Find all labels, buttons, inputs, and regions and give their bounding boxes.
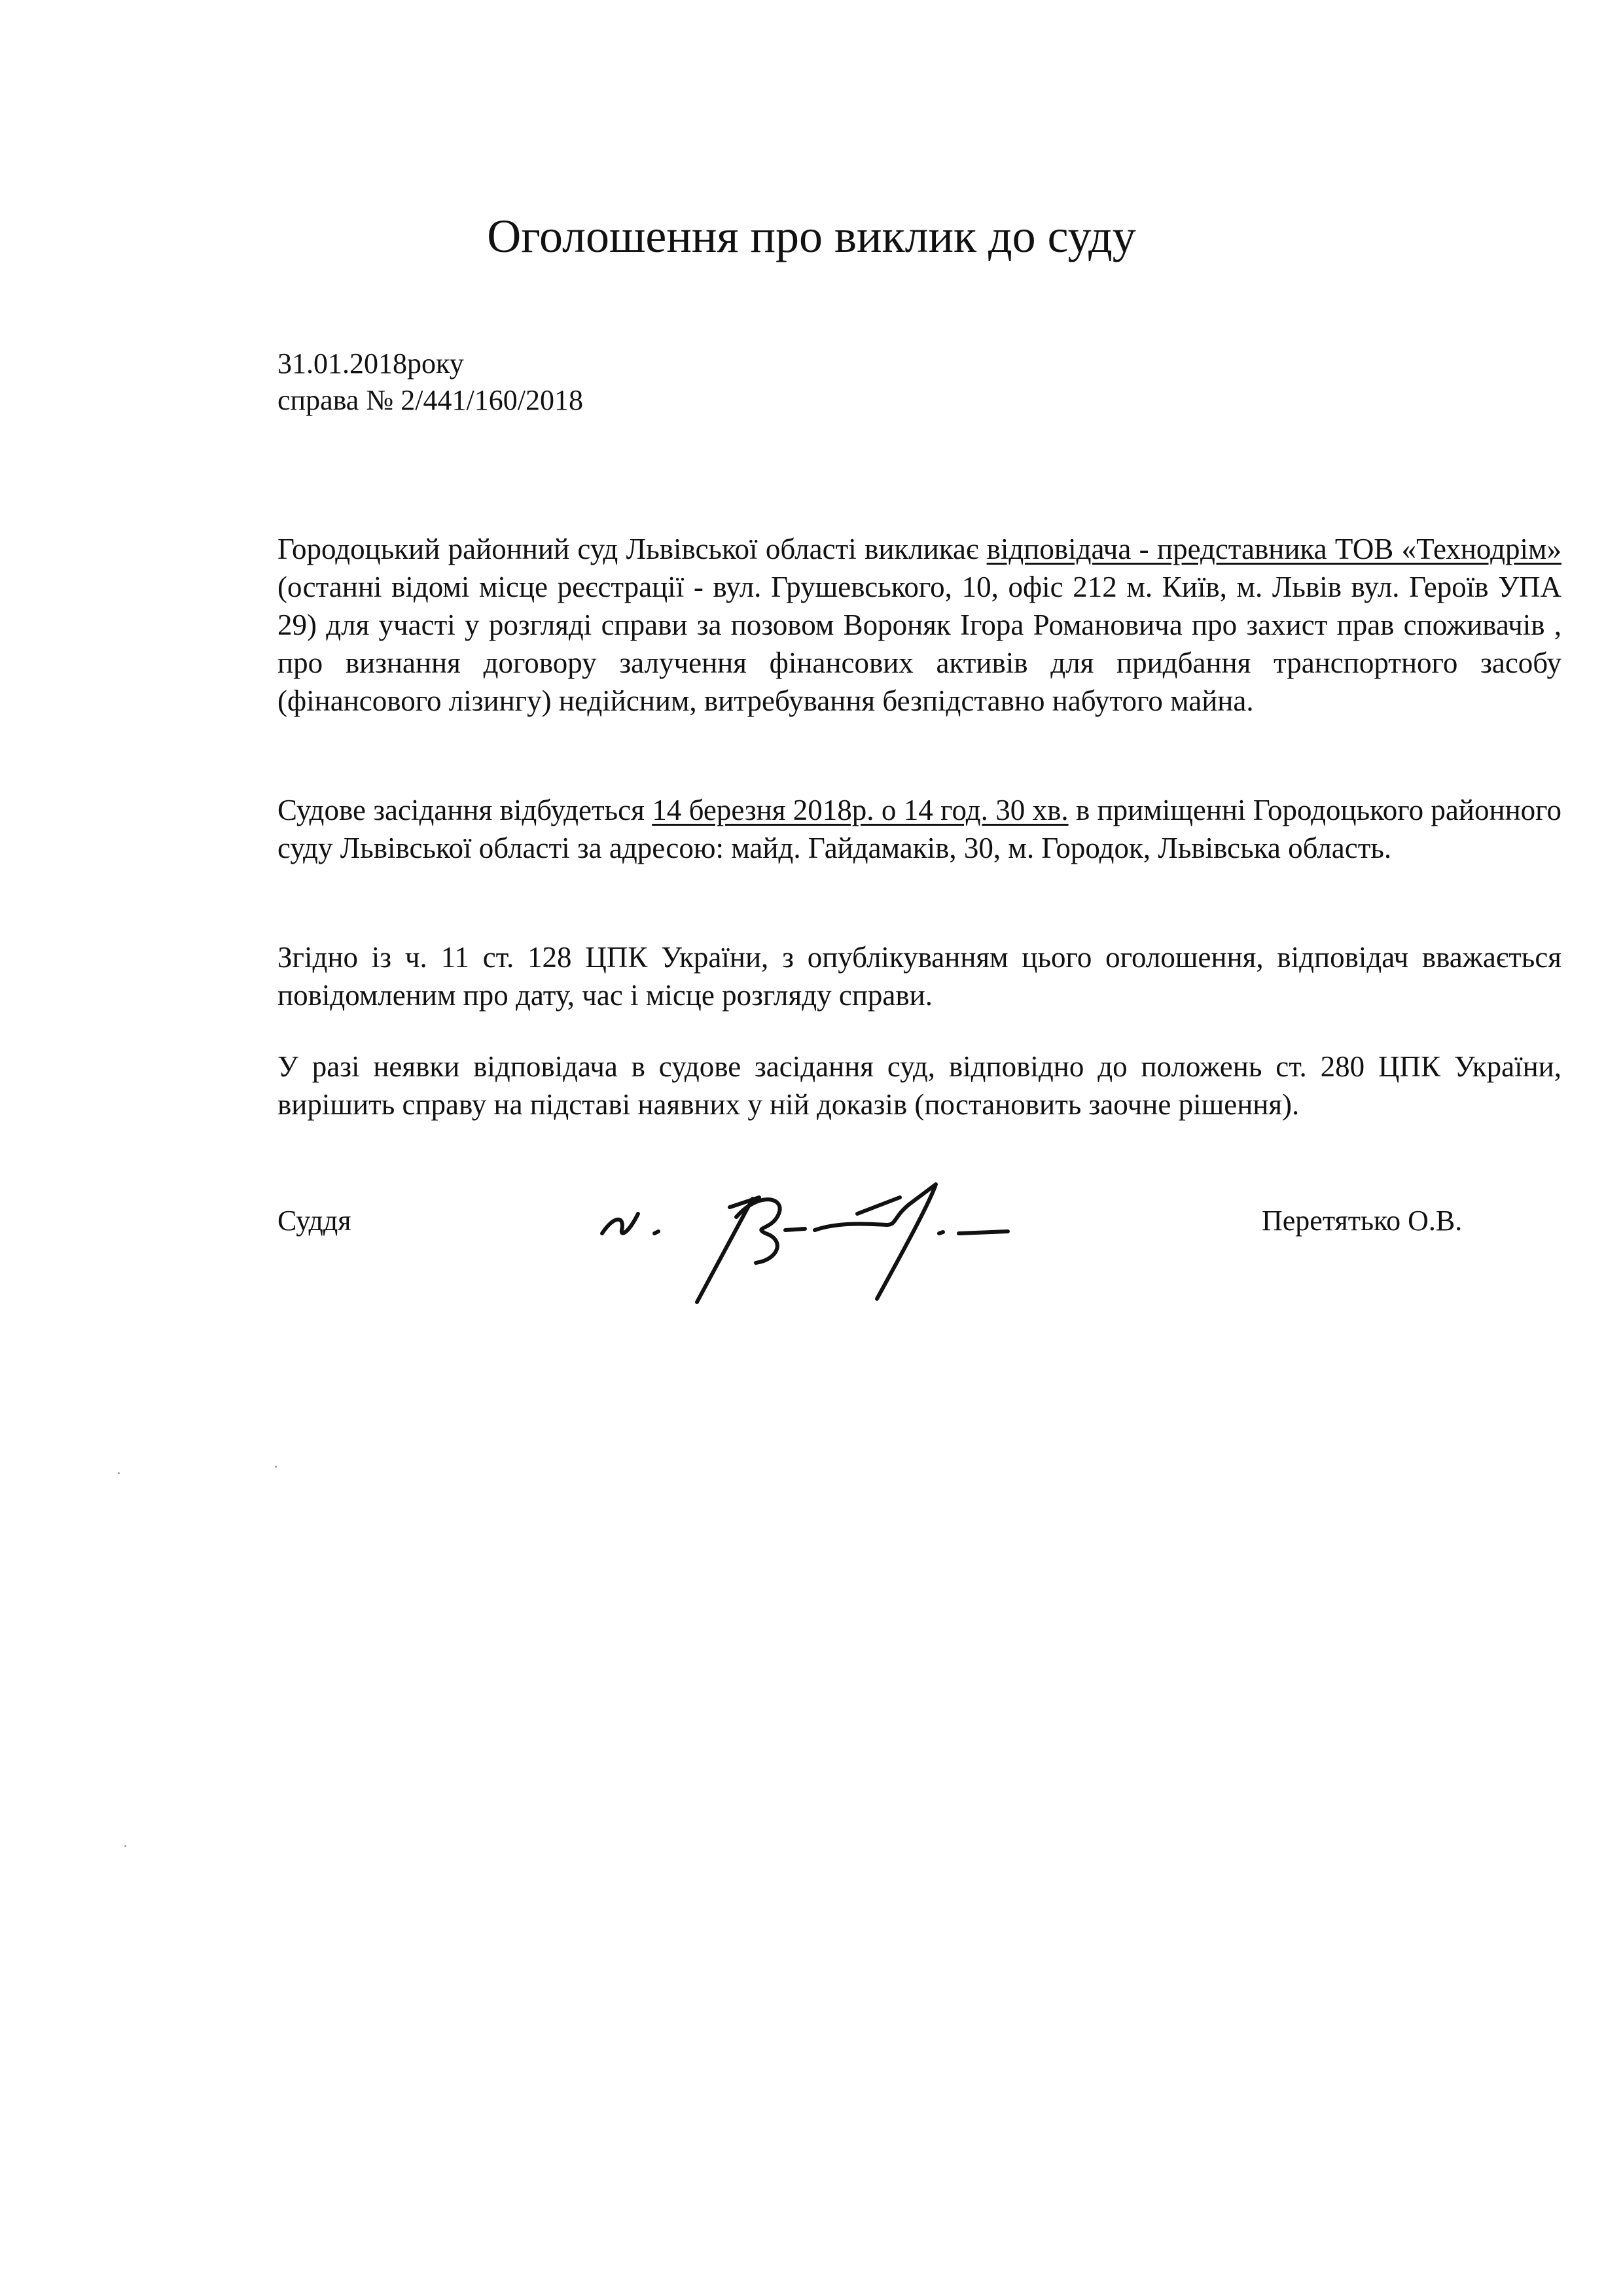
scan-speck	[275, 1466, 277, 1468]
paragraph-notice: Згідно із ч. 11 ст. 128 ЦПК України, з опублікуванням цього оголошення, відповідач вважається повідомленим про дату, час і місце розгляду справи.	[277, 941, 1561, 1012]
scan-speck	[118, 1472, 120, 1474]
paragraph-hearing	[277, 791, 1561, 867]
paragraph-absence: У разі неявки відповідача в судове засідання суд, відповідно до положень ст. 280 ЦПК України, вирішить справу на підставі наявних у ній доказів (постановить заочне рішення).	[277, 1050, 1561, 1121]
judge-name: Перетятько О.В.	[1262, 1205, 1463, 1237]
hearing-datetime: 14 березня 2018р. о 14 год. 30 хв.	[652, 794, 1069, 826]
document-title: Оголошення про виклик до суду	[487, 210, 1136, 262]
handwritten-signature	[589, 1152, 1126, 1322]
document-date: 31.01.2018року	[277, 347, 464, 380]
defendant-underlined: відповідача - представника ТОВ «Технодрім»	[986, 533, 1561, 565]
paragraph-summons	[277, 530, 1561, 720]
scan-speck	[124, 1845, 126, 1847]
paragraph-text: в приміщенні Городоцького районного суду Львівської області за адресою: майд. Гайдамаків, 30, м. Городок, Львівська область.	[277, 794, 1561, 864]
paragraph-text: (останні відомі місце реєстрації - вул. Грушевського, 10, офіс 212 м. Київ, м. Львів вул. Героїв УПА 29) для участі у розгляді справи за позовом Вороняк Ігора Романовича про захист прав споживачів , про визнання договору залучення фінансових активів для придбання транспортного засобу (фінансового лізингу) недійсним, витребування безпідставно набутого майна.	[277, 571, 1561, 717]
paragraph-text: Городоцький районний суд Львівської області викликає	[277, 533, 987, 565]
judge-role: Суддя	[277, 1205, 351, 1237]
paragraph-text: Судове засідання відбудеться	[277, 794, 652, 826]
case-number: справа № 2/441/160/2018	[277, 384, 583, 416]
